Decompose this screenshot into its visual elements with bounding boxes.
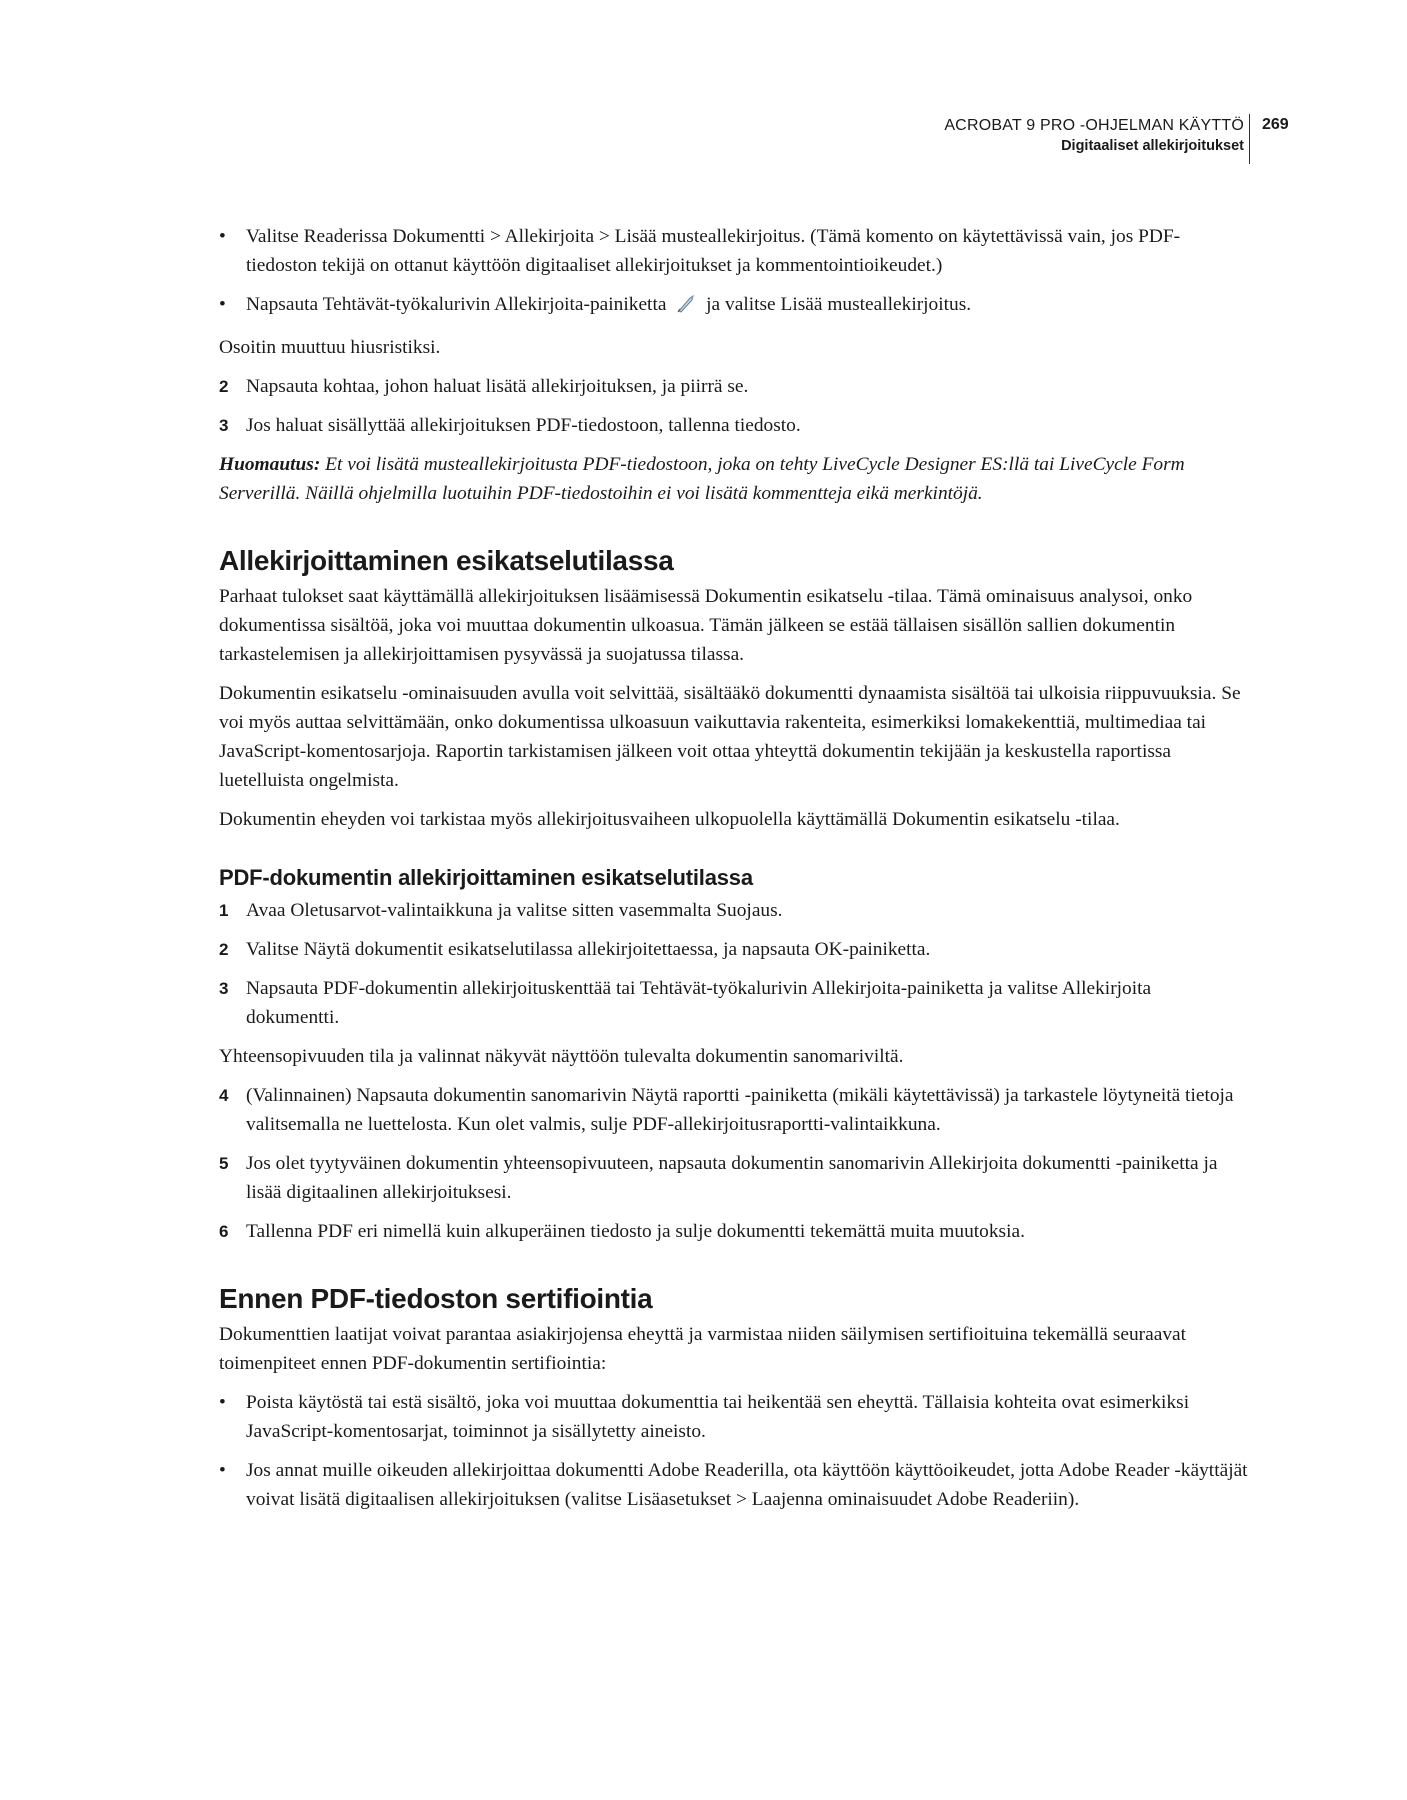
paragraph: Parhaat tulokset saat käyttämällä allekirjoituksen lisäämisessä Dokumentin esikatselu -tilaa. Tämä ominaisuus analysoi, onko dokumentissa sisältöä, joka voi muuttaa dokumentin ulkoasua. Tämän jälkeen se estää tällaisen sisällön sallien dokumentin tarkastelemisen ja allekirjoittamisen pysyvässä ja suojatussa tilassa. [219,586,1193,665]
step-item [219,411,1249,440]
section-heading: Allekirjoittaminen esikatselutilassa [219,545,674,576]
bullet-marker: • [219,1460,226,1481]
bullet-item [219,290,1249,323]
bullet-text: Valitse Readerissa Dokumentti > Allekirjoita > Lisää musteallekirjoitus. (Tämä komento on käytettävissä vain, jos PDF-tiedoston tekijä on ottanut käyttöön digitaaliset allekirjoitukset ja kommentointioikeudet.) [246,226,1181,276]
step-number: 1 [219,901,229,920]
step-item [219,974,1249,1032]
section-heading: Ennen PDF-tiedoston sertifiointia [219,1283,653,1314]
paragraph: Osoitin muuttuu hiusristiksi. [219,337,441,358]
step-text: (Valinnainen) Napsauta dokumentin sanomarivin Näytä raportti -painiketta (mikäli käytettävissä) ja tarkastele löytyneitä tietoja valitsemalla ne luettelosta. Kun olet valmis, sulje PDF-allekirjoitusraportti-valintaikkuna. [246,1085,1234,1135]
subsection-heading: PDF-dokumentin allekirjoittaminen esikatselutilassa [219,865,753,890]
chapter-title: Digitaaliset allekirjoitukset [1061,138,1244,154]
header-divider [1249,114,1250,164]
step-item [219,1149,1249,1207]
step-item [219,1217,1249,1246]
step-number: 3 [219,979,229,998]
book-title: ACROBAT 9 PRO -OHJELMAN KÄYTTÖ [944,117,1244,134]
bullet-text: Napsauta Tehtävät-työkalurivin Allekirjoita-painiketta [246,294,667,315]
step-number: 3 [219,416,229,435]
step-text: Jos olet tyytyväinen dokumentin yhteensopivuuteen, napsauta dokumentin sanomarivin Allekirjoita dokumentti -painiketta ja lisää digitaalinen allekirjoituksesi. [246,1153,1218,1203]
bullet-marker: • [219,294,226,315]
note [219,450,1249,508]
fountain-pen-icon [675,292,697,323]
bullet-item [219,222,1249,280]
bullet-marker: • [219,226,226,247]
step-item [219,1081,1249,1139]
step-text: Jos haluat sisällyttää allekirjoituksen PDF-tiedostoon, tallenna tiedosto. [246,415,801,436]
step-number: 2 [219,940,229,959]
step-item [219,372,1249,401]
step-number: 2 [219,377,229,396]
step-text: Napsauta PDF-dokumentin allekirjoituskenttää tai Tehtävät-työkalurivin Allekirjoita-painiketta ja valitse Allekirjoita dokumentti. [246,978,1152,1028]
paragraph: Dokumentin esikatselu -ominaisuuden avulla voit selvittää, sisältääkö dokumentti dynaamista sisältöä tai ulkoisia riippuvuuksia. Se voi myös auttaa selvittämään, onko dokumentissa ulkoasuun vaikuttavia rakenteita, esimerkiksi lomakekenttiä, multimediaa tai JavaScript-komentosarjoja. Raportin tarkistamisen jälkeen voit ottaa yhteyttä dokumentin tekijään ja keskustella raportissa luetelluista ongelmista. [219,683,1241,791]
step-number: 4 [219,1086,229,1105]
page-body [219,222,1249,1524]
running-header [944,116,1244,156]
step-text: Avaa Oletusarvot-valintaikkuna ja valitse sitten vasemmalta Suojaus. [246,900,783,921]
page-number: 269 [1262,116,1289,133]
bullet-text: ja valitse Lisää musteallekirjoitus. [706,294,972,315]
note-label: Huomautus: [219,454,321,475]
step-text: Valitse Näytä dokumentit esikatselutilassa allekirjoitettaessa, ja napsauta OK-painiketta. [246,939,931,960]
note-text: Et voi lisätä musteallekirjoitusta PDF-tiedostoon, joka on tehty LiveCycle Designer ES:llä tai LiveCycle Form Serverillä. Näillä ohjelmilla luotuihin PDF-tiedostoihin ei voi lisätä kommentteja eikä merkintöjä. [219,454,1185,504]
step-text: Napsauta kohtaa, johon haluat lisätä allekirjoituksen, ja piirrä se. [246,376,749,397]
step-item [219,896,1249,925]
step-number: 6 [219,1222,229,1241]
bullet-text: Poista käytöstä tai estä sisältö, joka voi muuttaa dokumenttia tai heikentää sen eheyttä. Tällaisia kohteita ovat esimerkiksi JavaScript-komentosarjat, toiminnot ja sisällytetty aineisto. [246,1392,1190,1442]
paragraph: Dokumentin eheyden voi tarkistaa myös allekirjoitusvaiheen ulkopuolella käyttämällä Dokumentin esikatselu -tilaa. [219,809,1120,830]
bullet-marker: • [219,1392,226,1413]
bullet-item [219,1456,1249,1514]
paragraph: Yhteensopivuuden tila ja valinnat näkyvät näyttöön tulevalta dokumentin sanomariviltä. [219,1046,904,1067]
bullet-text: Jos annat muille oikeuden allekirjoittaa dokumentti Adobe Readerilla, ota käyttöön käyttöoikeudet, jotta Adobe Reader -käyttäjät voivat lisätä digitaalisen allekirjoituksen (valitse Lisäasetukset > Laajenna ominaisuudet Adobe Readeriin). [246,1460,1248,1510]
bullet-item [219,1388,1249,1446]
step-text: Tallenna PDF eri nimellä kuin alkuperäinen tiedosto ja sulje dokumentti tekemättä muita muutoksia. [246,1221,1025,1242]
step-item [219,935,1249,964]
step-number: 5 [219,1154,229,1173]
paragraph: Dokumenttien laatijat voivat parantaa asiakirjojensa eheyttä ja varmistaa niiden säilymisen sertifioituina tekemällä seuraavat toimenpiteet ennen PDF-dokumentin sertifiointia: [219,1324,1187,1374]
